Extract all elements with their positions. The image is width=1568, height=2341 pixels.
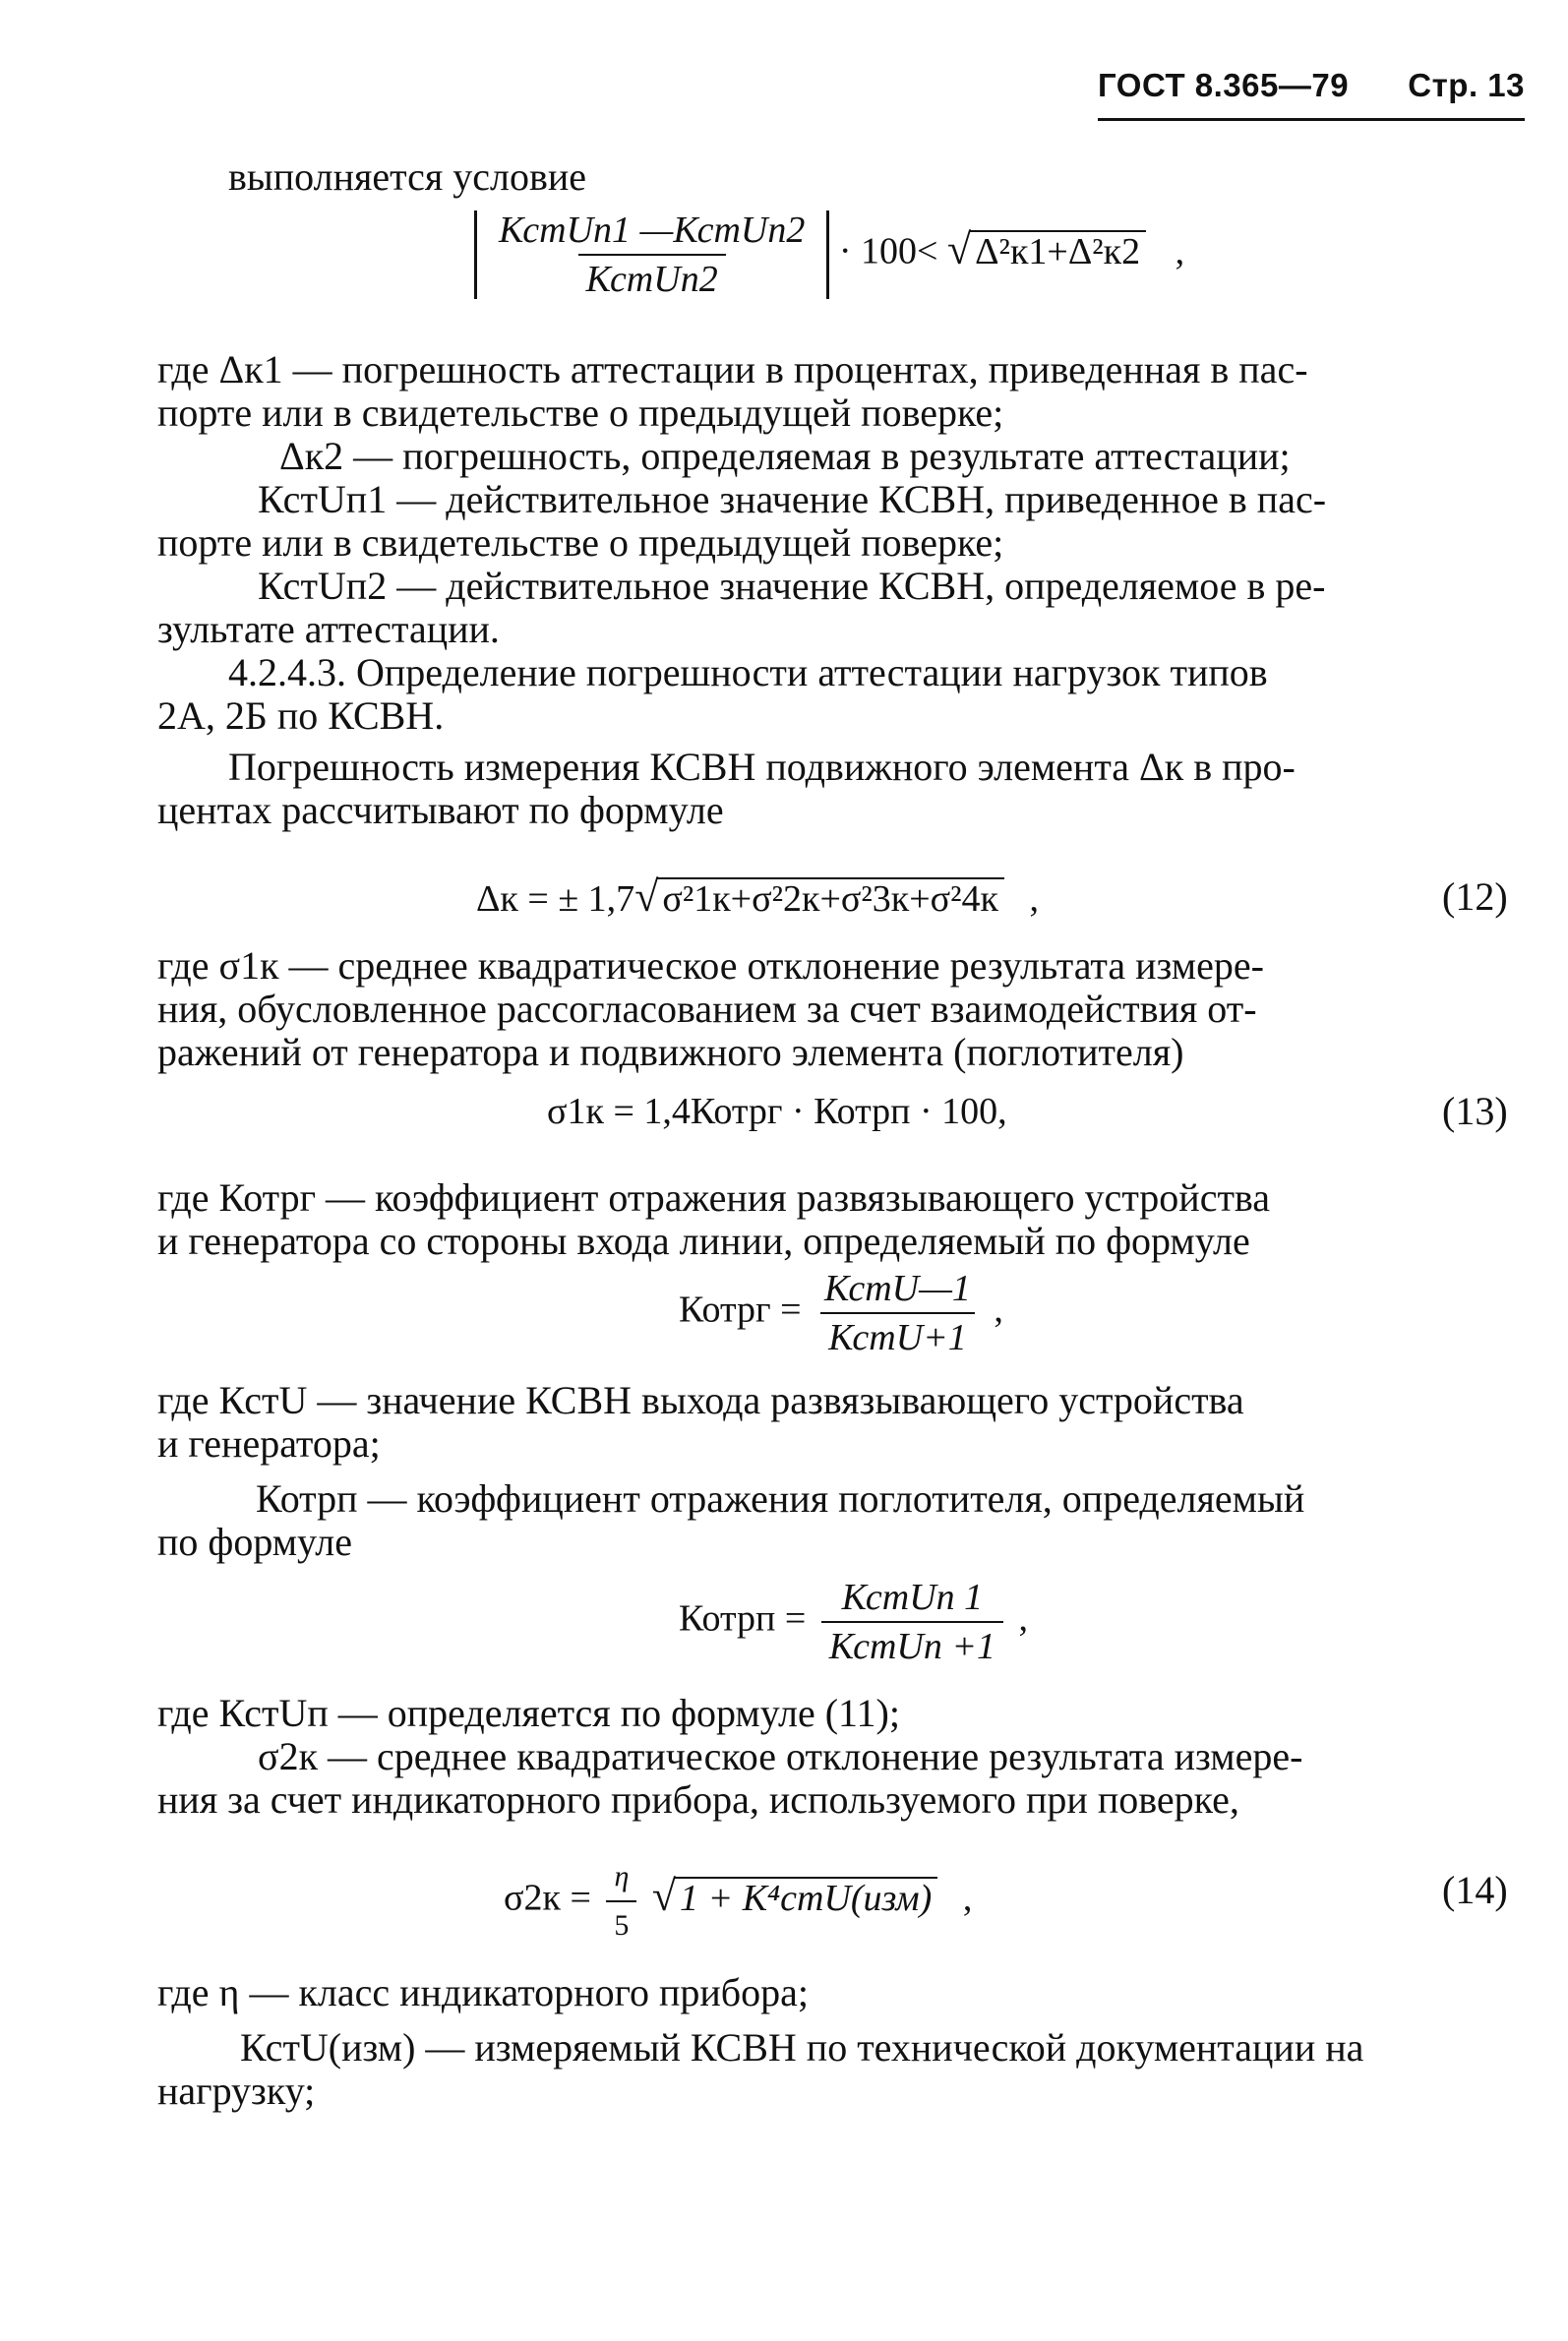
text-line: зультате аттестации.	[157, 607, 500, 651]
formula-punct: ,	[1018, 1597, 1028, 1640]
text-line: центах рассчитывают по формуле	[157, 788, 724, 832]
text-line: где КстU — значение КСВН выхода развязывающего устройства	[157, 1378, 1244, 1422]
fraction-numerator: КстUп1 —КстUп2	[499, 210, 806, 251]
radicand: 1 + К⁴стU(изм)	[674, 1877, 937, 1918]
formula-14	[504, 1857, 972, 1946]
fraction-denominator: КстUп2	[578, 254, 726, 299]
formula-condition	[474, 210, 1184, 299]
abs-value	[474, 210, 829, 299]
text-line: КстUп2 — действительное значение КСВН, определяемое в ре-	[258, 564, 1326, 608]
text-line: по формуле	[157, 1520, 352, 1564]
formula-operator: · 100<	[838, 230, 938, 272]
fraction-numerator: η	[614, 1860, 630, 1892]
fraction-numerator: КстUп 1	[841, 1577, 984, 1618]
text-line: где Котрг — коэффициент отражения развязывающего устройства	[157, 1175, 1271, 1220]
radical-sign: √	[634, 872, 659, 921]
text-line: порте или в свидетельстве о предыдущей поверке;	[157, 520, 1004, 565]
fraction-denominator: КстU+1	[820, 1312, 975, 1357]
page-header	[1098, 67, 1525, 104]
fraction	[816, 1269, 979, 1357]
formula-punct: ,	[962, 1877, 973, 1919]
radical-sign: √	[651, 1871, 677, 1920]
fraction-numerator: КстU—1	[824, 1268, 971, 1309]
formula-otrg	[679, 1269, 1003, 1357]
text-line: Погрешность измерения КСВН подвижного элемента Δк в про-	[228, 745, 1296, 789]
formula-lhs: σ2к =	[504, 1877, 591, 1919]
formula-punct: ,	[1175, 230, 1185, 272]
text-line: 4.2.4.3. Определение погрешности аттестации нагрузок типов	[228, 650, 1268, 694]
fraction-denominator: 5	[606, 1900, 636, 1946]
formula-13: σ1к = 1,4Котрг · Котрп · 100,	[547, 1091, 1007, 1132]
formula-punct: ,	[1029, 878, 1039, 920]
text-line: 2А, 2Б по КСВН.	[157, 693, 445, 738]
text-line: КстUп1 — действительное значение КСВН, приведенное в пас-	[258, 477, 1327, 521]
fraction-denominator: КстUп +1	[821, 1621, 1003, 1666]
text-line: порте или в свидетельстве о предыдущей поверке;	[157, 390, 1004, 435]
formula-lhs: Котрп =	[679, 1597, 807, 1640]
formula-otrp	[679, 1578, 1028, 1666]
text-line: где σ1к — среднее квадратическое отклонение результата измере-	[157, 943, 1264, 988]
text-line: выполняется условие	[228, 154, 587, 199]
text-line: КстU(изм) — измеряемый КСВН по технической документации на	[240, 2025, 1364, 2070]
text-line	[157, 348, 1525, 391]
text-line: σ2к — среднее квадратическое отклонение результата измере-	[258, 1734, 1303, 1778]
text-line: Δк2 — погрешность, определяемая в результате аттестации;	[279, 434, 1291, 478]
text-span: где Δк1 — погрешность аттестации в процентах, приведенная в пас-	[157, 347, 1308, 391]
fraction	[491, 210, 813, 299]
formula-12	[476, 872, 1039, 921]
text-line: нагрузку;	[157, 2069, 316, 2113]
fraction	[606, 1857, 636, 1946]
radicand: Δ²к1+Δ²к2	[969, 230, 1146, 271]
page-number: Стр. 13	[1408, 67, 1525, 103]
header-rule	[1098, 118, 1525, 121]
formula-lhs: Котрг =	[679, 1289, 802, 1331]
formula-punct: ,	[994, 1289, 1003, 1331]
gost-code: ГОСТ 8.365—79	[1098, 67, 1350, 103]
radical-sign: √	[946, 224, 972, 273]
text-line: и генератора;	[157, 1421, 381, 1466]
text-line: ния за счет индикаторного прибора, используемого при поверке,	[157, 1777, 1239, 1822]
equation-number: (14)	[1442, 1868, 1508, 1912]
equation-number: (13)	[1442, 1089, 1508, 1133]
text-line: ражений от генератора и подвижного элемента (поглотителя)	[157, 1030, 1184, 1074]
fraction	[821, 1578, 1003, 1666]
text-line: ния, обусловленное рассогласованием за счет взаимодействия от-	[157, 987, 1257, 1031]
formula-lhs: Δк = ± 1,7	[476, 878, 635, 920]
text-line: Котрп — коэффициент отражения поглотителя, определяемый	[256, 1476, 1305, 1521]
text-line: где КстUп — определяется по формуле (11);	[157, 1691, 900, 1735]
equation-number: (12)	[1442, 874, 1508, 919]
text-line: где η — класс индикаторного прибора;	[157, 1970, 810, 2014]
text-line: и генератора со стороны входа линии, определяемый по формуле	[157, 1219, 1250, 1263]
radicand: σ²1к+σ²2к+σ²3к+σ²4к	[656, 877, 1004, 919]
